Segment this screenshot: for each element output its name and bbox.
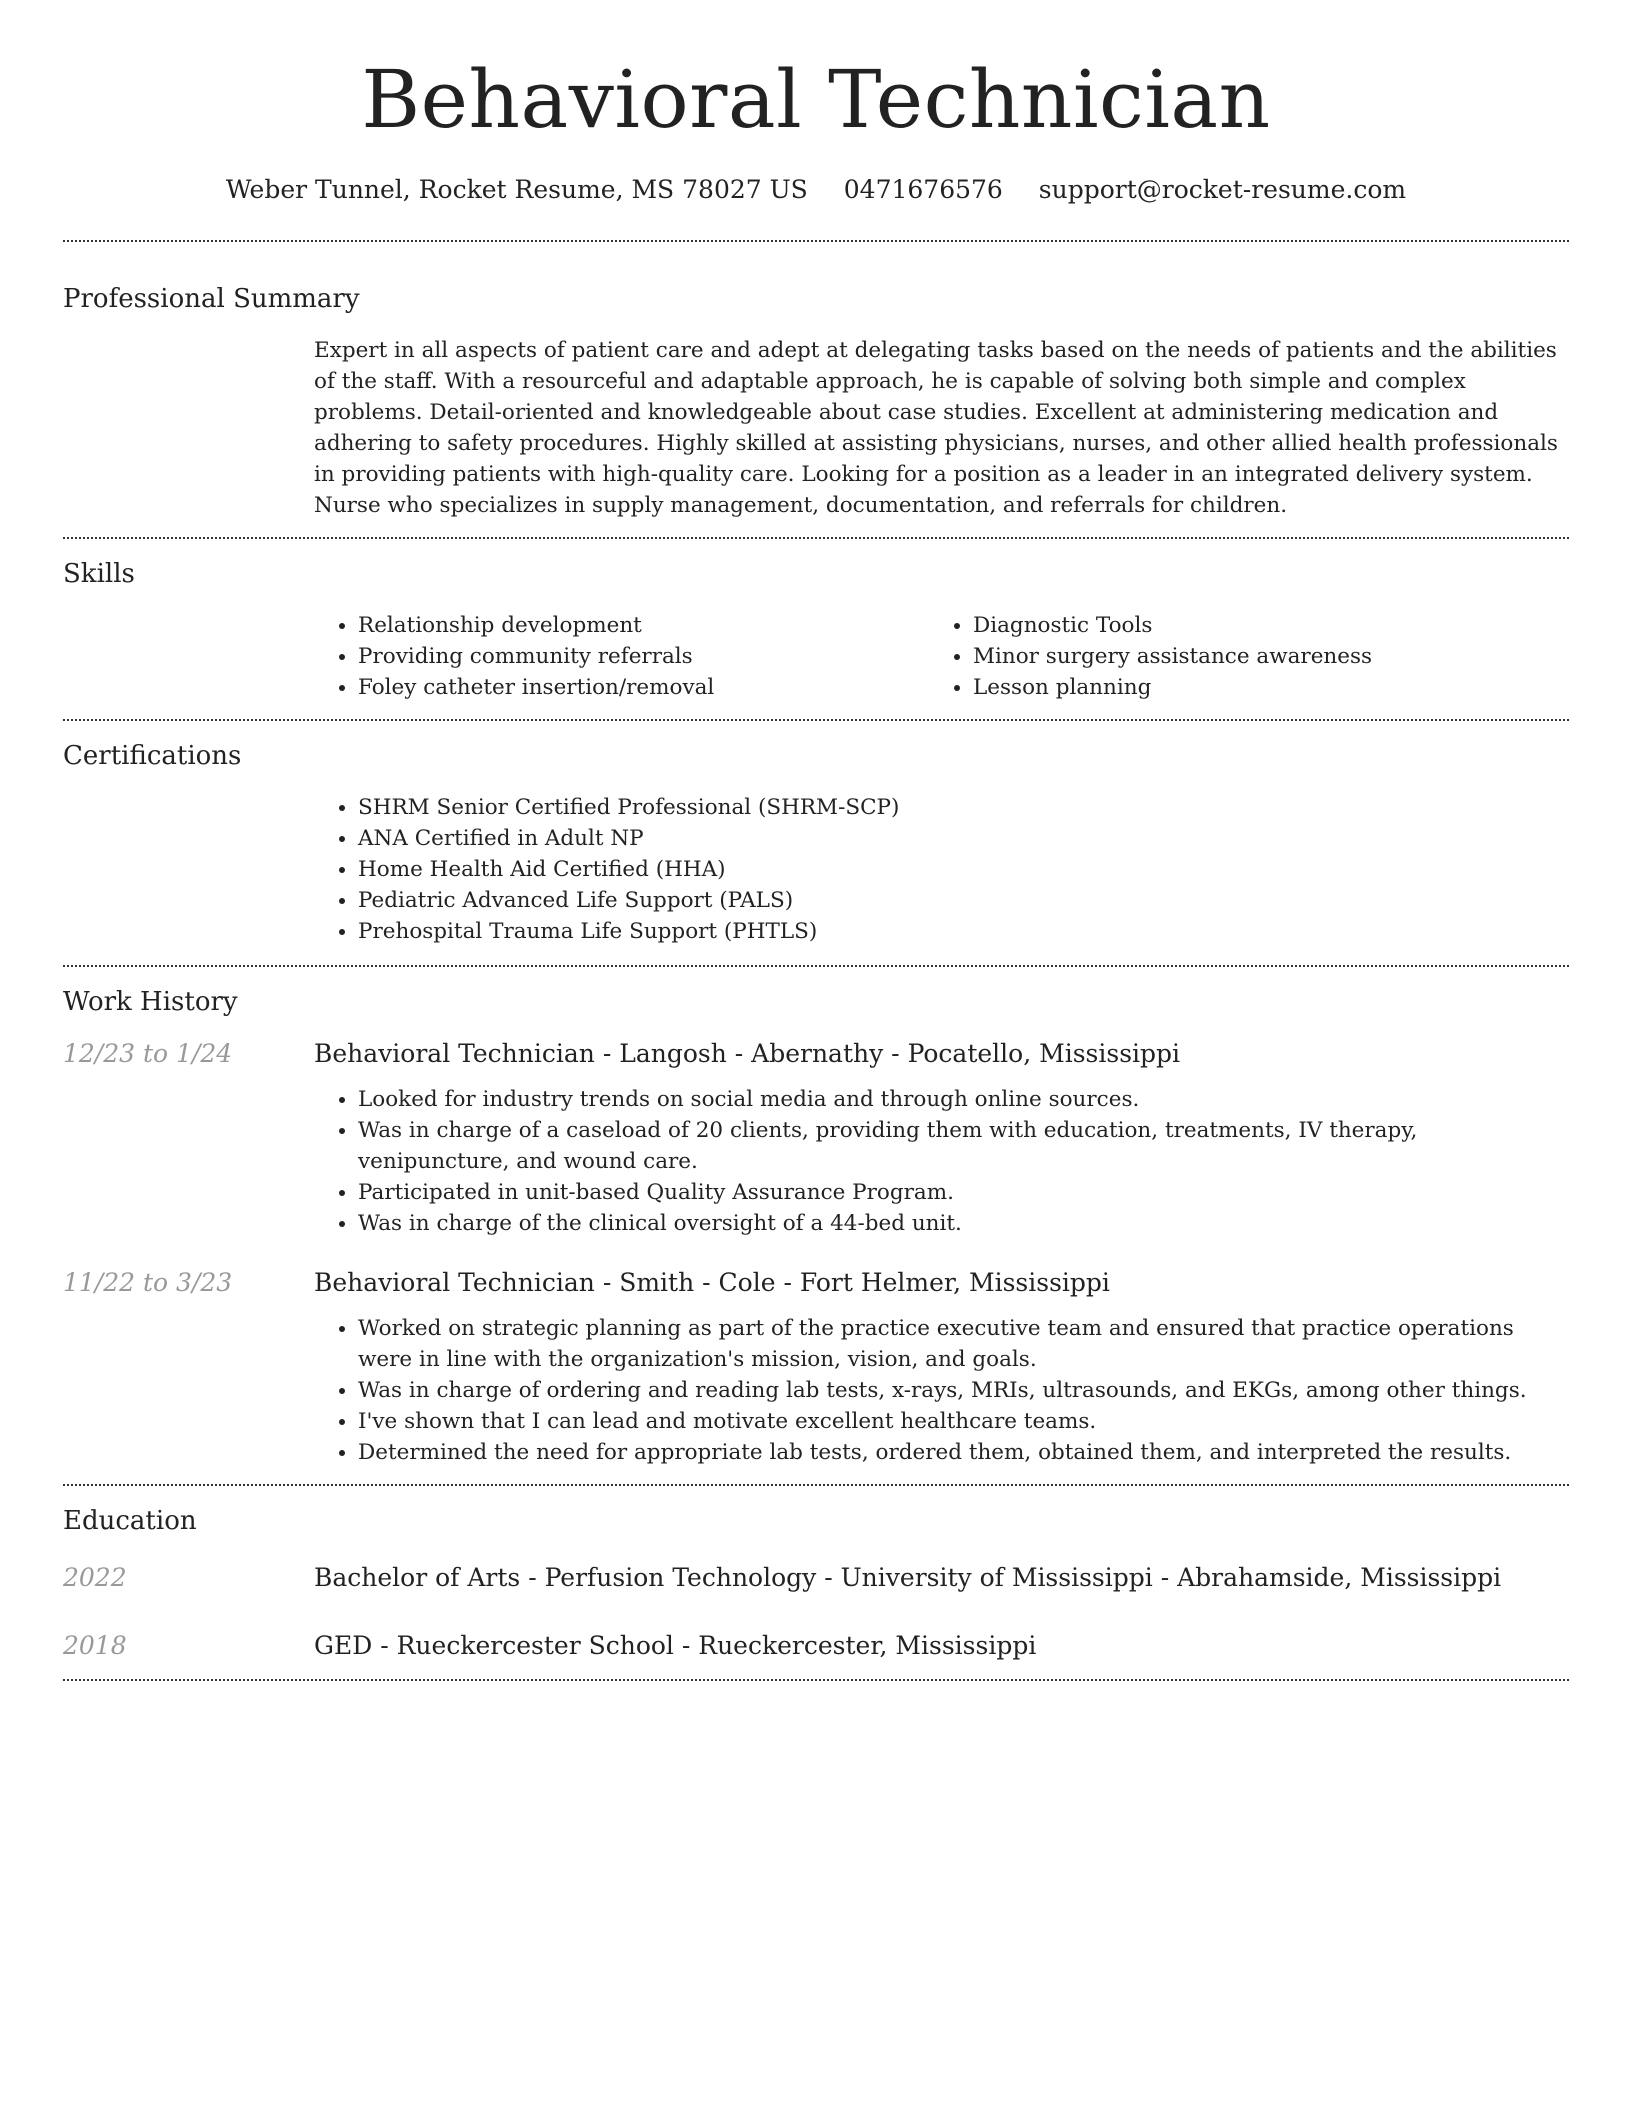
section-title-summary: Professional Summary <box>63 284 360 314</box>
skills-column-left <box>314 610 929 703</box>
contact-address: Weber Tunnel, Rocket Resume, MS 78027 US <box>225 175 808 204</box>
job-bullet: • Was in charge of the clinical oversight of a 44-bed unit. <box>358 1208 1569 1239</box>
section-title-work-history: Work History <box>63 987 238 1017</box>
job-bullet: • Determined the need for appropriate lab tests, ordered them, obtained them, and interpreted the results. <box>358 1437 1569 1468</box>
section-title-certifications: Certifications <box>63 741 242 771</box>
summary-text: Expert in all aspects of patient care and adept at delegating tasks based on the needs of patients and the abilities of the staff. With a resourceful and adaptable approach, he is capable of solving both simple and complex problems. Detail-oriented and knowledgeable about case studies. Excellent at administering medication and adhering to safety procedures. Highly skilled at assisting physicians, nurses, and other allied health professionals in providing patients with high-quality care. Looking for a position as a leader in an integrated delivery system. Nurse who specializes in supply management, documentation, and referrals for children. <box>314 338 1558 518</box>
job-bullet: • Looked for industry trends on social media and through online sources. <box>358 1084 1569 1115</box>
job-date: 11/22 to 3/23 <box>63 1268 233 1297</box>
job-bullet: • I've shown that I can lead and motivate excellent healthcare teams. <box>358 1406 1569 1437</box>
job-bullet: • Was in charge of ordering and reading lab tests, x-rays, MRIs, ultrasounds, and EKGs, among other things. <box>358 1375 1569 1406</box>
section-divider <box>63 1679 1569 1681</box>
certification-item: • Home Health Aid Certified (HHA) <box>358 854 1569 885</box>
certifications-section <box>63 721 1569 965</box>
resume-name: Behavioral Technician <box>361 53 1271 146</box>
resume-header <box>63 0 1569 206</box>
summary-section <box>63 242 1569 537</box>
job-heading: Behavioral Technician - Smith - Cole - Fort Helmer, Mississippi <box>314 1268 1110 1297</box>
education-text: GED - Rueckercester School - Rueckercester, Mississippi <box>314 1631 1037 1660</box>
contact-phone: 0471676576 <box>843 175 1003 204</box>
section-title-skills: Skills <box>63 559 135 589</box>
certification-item: • Pediatric Advanced Life Support (PALS) <box>358 885 1569 916</box>
job-entry <box>63 1239 1569 1468</box>
education-section <box>63 1486 1569 1679</box>
education-date: 2018 <box>63 1631 127 1660</box>
education-entry <box>63 1595 1569 1663</box>
skill-item: • Foley catheter insertion/removal <box>358 672 929 703</box>
skills-column-right <box>929 610 1544 703</box>
section-title-education: Education <box>63 1506 197 1536</box>
contact-line <box>63 174 1569 206</box>
skill-item: • Providing community referrals <box>358 641 929 672</box>
education-entry <box>63 1538 1569 1595</box>
contact-email: support@rocket-resume.com <box>1038 175 1407 204</box>
education-date: 2022 <box>63 1563 127 1592</box>
job-date: 12/23 to 1/24 <box>63 1039 233 1068</box>
job-bullet: • Worked on strategic planning as part of the practice executive team and ensured that practice operations were in line with the organization's mission, vision, and goals. <box>358 1313 1569 1375</box>
certification-item: • SHRM Senior Certified Professional (SHRM-SCP) <box>358 792 1569 823</box>
job-bullet: • Was in charge of a caseload of 20 clients, providing them with education, treatments, IV therapy, venipuncture, and wound care. <box>358 1115 1569 1177</box>
skill-item: • Lesson planning <box>973 672 1544 703</box>
skills-section <box>63 539 1569 719</box>
certification-item: • ANA Certified in Adult NP <box>358 823 1569 854</box>
skill-item: • Relationship development <box>358 610 929 641</box>
job-bullet: • Participated in unit-based Quality Assurance Program. <box>358 1177 1569 1208</box>
education-text: Bachelor of Arts - Perfusion Technology - University of Mississippi - Abrahamside, Mississippi <box>314 1563 1502 1592</box>
work-history-section <box>63 967 1569 1484</box>
skill-item: • Minor surgery assistance awareness <box>973 641 1544 672</box>
certification-item: • Prehospital Trauma Life Support (PHTLS) <box>358 916 1569 947</box>
job-entry <box>63 1019 1569 1239</box>
skill-item: • Diagnostic Tools <box>973 610 1544 641</box>
job-heading: Behavioral Technician - Langosh - Abernathy - Pocatello, Mississippi <box>314 1039 1181 1068</box>
